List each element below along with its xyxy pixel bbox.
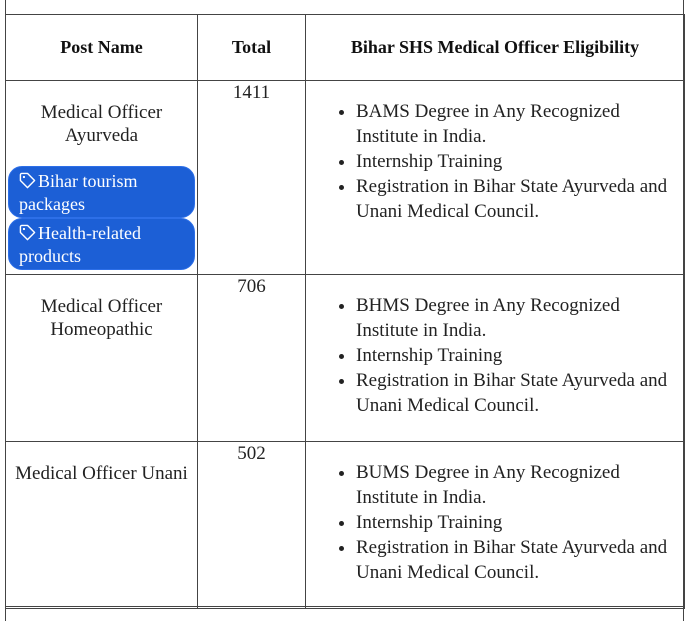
table-header-row xyxy=(6,15,685,81)
tag-list xyxy=(6,166,197,270)
tag-health-products[interactable] xyxy=(8,218,195,270)
list-item: • BHMS Degree in Any Recognized Institute in India. xyxy=(356,293,676,343)
post-cell xyxy=(6,81,198,275)
tag-label: Health-related products xyxy=(19,223,141,266)
post-name: Medical Officer Ayurveda xyxy=(40,102,163,146)
header-total: Total xyxy=(198,15,306,81)
list-item: • Registration in Bihar State Ayurveda and Unani Medical Council. xyxy=(356,535,676,585)
list-item: • Registration in Bihar State Ayurveda and Unani Medical Council. xyxy=(356,368,676,418)
eligibility-table xyxy=(5,14,685,609)
tag-bihar-tourism[interactable] xyxy=(8,166,195,218)
list-item: • Internship Training xyxy=(356,149,676,174)
eligibility-cell xyxy=(306,275,685,442)
list-item: • BAMS Degree in Any Recognized Institute in India. xyxy=(356,99,676,149)
total-cell: 706 xyxy=(198,275,306,442)
list-item: • BUMS Degree in Any Recognized Institute in India. xyxy=(356,460,676,510)
header-eligibility: Bihar SHS Medical Officer Eligibility xyxy=(306,15,685,81)
eligibility-list xyxy=(306,460,684,585)
table-row xyxy=(6,81,685,275)
total-cell: 1411 xyxy=(198,81,306,275)
tag-label: Bihar tourism packages xyxy=(19,171,138,214)
post-name: Medical Officer Homeopathic xyxy=(40,296,163,340)
list-item: • Registration in Bihar State Ayurveda and Unani Medical Council. xyxy=(356,174,676,224)
eligibility-cell xyxy=(306,81,685,275)
post-name: Medical Officer Unani xyxy=(15,463,188,484)
divider xyxy=(5,606,684,607)
tag-icon xyxy=(19,172,36,189)
eligibility-list xyxy=(306,293,684,418)
header-post-name: Post Name xyxy=(6,15,198,81)
list-item: • Internship Training xyxy=(356,343,676,368)
post-cell xyxy=(6,442,198,609)
table-row xyxy=(6,275,685,442)
eligibility-list xyxy=(306,99,684,224)
tag-icon xyxy=(19,224,36,241)
total-cell: 502 xyxy=(198,442,306,609)
table-row xyxy=(6,442,685,609)
list-item: • Internship Training xyxy=(356,510,676,535)
post-cell xyxy=(6,275,198,442)
eligibility-cell xyxy=(306,442,685,609)
